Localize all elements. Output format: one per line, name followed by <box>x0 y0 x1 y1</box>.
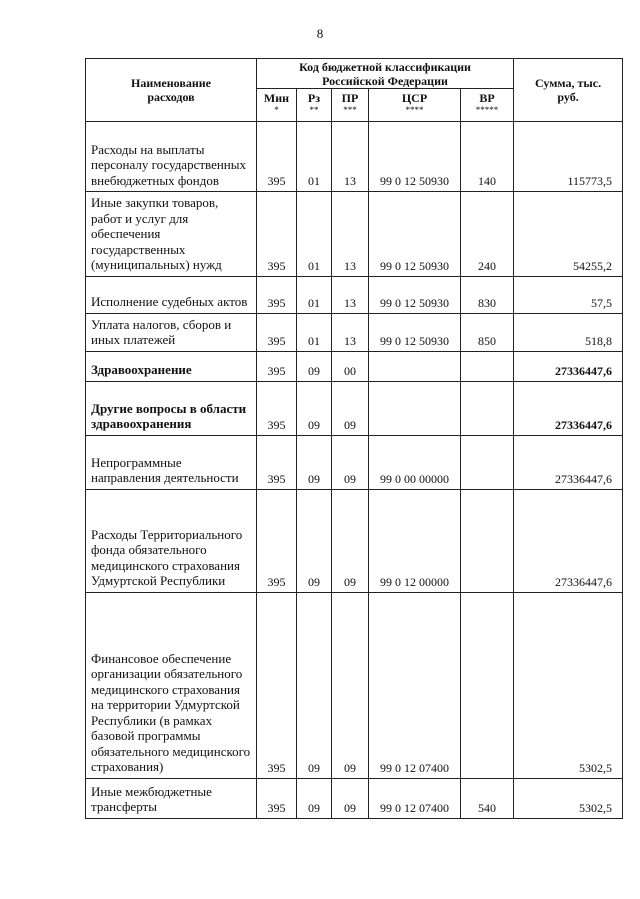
row-sum: 57,5 <box>514 276 623 313</box>
row-name: Финансовое обеспечение организации обязательного медицинского страхования на территории Удмуртской Республики (в рамках базовой программы обязательного медицинского страхования) <box>86 592 257 778</box>
row-pr: 00 <box>332 351 369 381</box>
row-sum: 5302,5 <box>514 592 623 778</box>
row-sum: 27336447,6 <box>514 489 623 592</box>
header-name-column: Наименование расходов <box>86 59 257 122</box>
table-row <box>86 381 623 435</box>
row-sum: 5302,5 <box>514 778 623 818</box>
row-min: 395 <box>257 313 297 351</box>
table-row <box>86 122 623 192</box>
table-row <box>86 592 623 778</box>
row-rz: 01 <box>297 276 332 313</box>
row-rz: 09 <box>297 489 332 592</box>
row-name: Расходы Территориального фонда обязательного медицинского страхования Удмуртской Республики <box>86 489 257 592</box>
row-csr: 99 0 00 00000 <box>369 435 461 489</box>
row-sum: 518,8 <box>514 313 623 351</box>
row-sum: 115773,5 <box>514 122 623 192</box>
row-min: 395 <box>257 276 297 313</box>
row-name: Иные закупки товаров, работ и услуг для обеспечения государственных (муниципальных) нужд <box>86 192 257 277</box>
row-name: Непрограммные направления деятельности <box>86 435 257 489</box>
row-vr: 850 <box>461 313 514 351</box>
row-vr: 240 <box>461 192 514 277</box>
page-number: 8 <box>316 26 324 41</box>
table-row <box>86 192 623 277</box>
row-min: 395 <box>257 489 297 592</box>
row-csr: 99 0 12 50930 <box>369 313 461 351</box>
row-min: 395 <box>257 381 297 435</box>
row-rz: 09 <box>297 351 332 381</box>
row-csr: 99 0 12 50930 <box>369 276 461 313</box>
row-name: Иные межбюджетные трансферты <box>86 778 257 818</box>
row-vr <box>461 489 514 592</box>
header-vr: ВР ***** <box>461 89 514 122</box>
row-rz: 01 <box>297 192 332 277</box>
row-sum: 27336447,6 <box>514 381 623 435</box>
row-vr <box>461 381 514 435</box>
row-pr: 09 <box>332 592 369 778</box>
table-row <box>86 489 623 592</box>
row-csr: 99 0 12 50930 <box>369 122 461 192</box>
row-vr <box>461 592 514 778</box>
row-pr: 13 <box>332 313 369 351</box>
row-pr: 13 <box>332 192 369 277</box>
row-rz: 09 <box>297 592 332 778</box>
table-row <box>86 435 623 489</box>
row-vr: 540 <box>461 778 514 818</box>
header-pr: ПР *** <box>332 89 369 122</box>
row-min: 395 <box>257 122 297 192</box>
row-csr <box>369 351 461 381</box>
table-row <box>86 351 623 381</box>
table-row <box>86 313 623 351</box>
row-name: Другие вопросы в области здравоохранения <box>86 381 257 435</box>
row-rz: 09 <box>297 778 332 818</box>
row-csr: 99 0 12 07400 <box>369 592 461 778</box>
table-row <box>86 276 623 313</box>
table-row <box>86 778 623 818</box>
row-sum: 27336447,6 <box>514 435 623 489</box>
row-pr: 09 <box>332 381 369 435</box>
row-min: 395 <box>257 778 297 818</box>
row-rz: 09 <box>297 381 332 435</box>
row-name: Исполнение судебных актов <box>86 276 257 313</box>
header-csr: ЦСР **** <box>369 89 461 122</box>
row-csr: 99 0 12 07400 <box>369 778 461 818</box>
row-pr: 09 <box>332 489 369 592</box>
row-min: 395 <box>257 435 297 489</box>
row-name: Здравоохранение <box>86 351 257 381</box>
row-min: 395 <box>257 592 297 778</box>
row-pr: 13 <box>332 122 369 192</box>
row-pr: 09 <box>332 778 369 818</box>
row-vr <box>461 435 514 489</box>
row-vr: 830 <box>461 276 514 313</box>
row-pr: 09 <box>332 435 369 489</box>
row-pr: 13 <box>332 276 369 313</box>
row-sum: 54255,2 <box>514 192 623 277</box>
header-code-group: Код бюджетной классификации Российской Федерации <box>257 59 514 89</box>
header-sum-column: Сумма, тыс. руб. <box>514 59 623 122</box>
row-min: 395 <box>257 351 297 381</box>
row-min: 395 <box>257 192 297 277</box>
header-rz: Рз ** <box>297 89 332 122</box>
budget-table <box>85 58 623 819</box>
row-rz: 01 <box>297 122 332 192</box>
row-rz: 09 <box>297 435 332 489</box>
row-sum: 27336447,6 <box>514 351 623 381</box>
row-csr: 99 0 12 00000 <box>369 489 461 592</box>
row-vr <box>461 351 514 381</box>
row-csr <box>369 381 461 435</box>
row-csr: 99 0 12 50930 <box>369 192 461 277</box>
row-name: Расходы на выплаты персоналу государственных внебюджетных фондов <box>86 122 257 192</box>
row-vr: 140 <box>461 122 514 192</box>
row-rz: 01 <box>297 313 332 351</box>
header-min: Мин * <box>257 89 297 122</box>
row-name: Уплата налогов, сборов и иных платежей <box>86 313 257 351</box>
